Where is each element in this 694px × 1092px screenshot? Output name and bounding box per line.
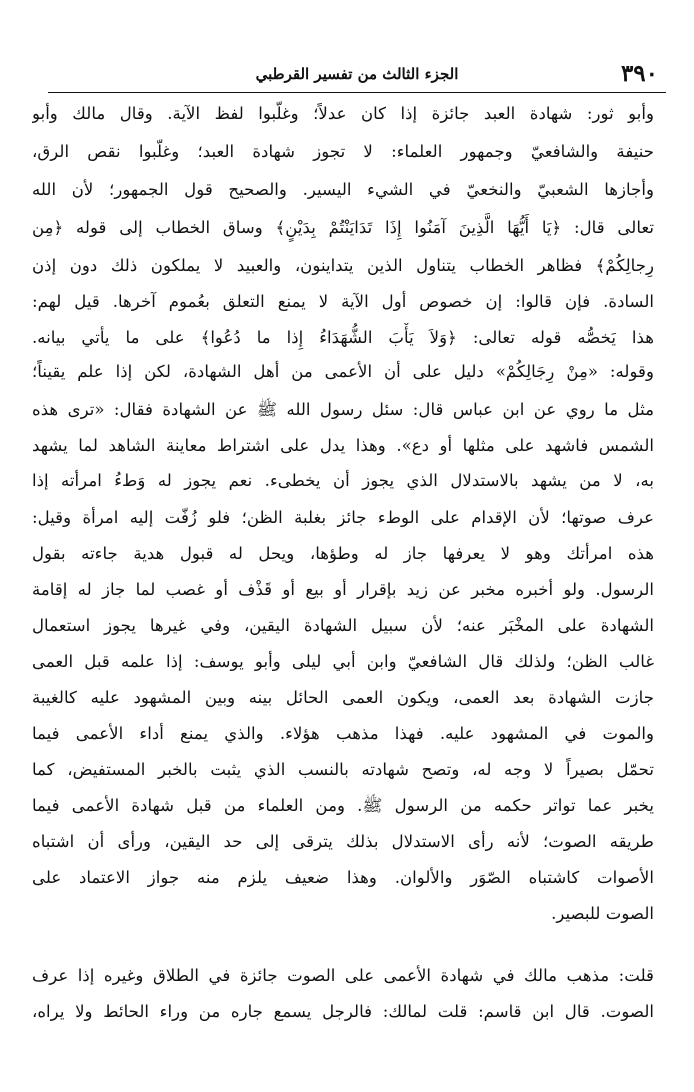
text-line: وقوله: «مِنْ رِجَالِكُمْ» دليل على أن الأعمى من أهل الشهادة، لكن إذا علم يقيناً؛ (32, 362, 654, 381)
text-line: هذا يَخصُّه قوله تعالى: ﴿وَلاَ يَأْبَ الشُّهَدَاءُ إِذا ما دُعُوا﴾ على ما يأتي بيانه. (32, 328, 654, 347)
text-line: تعالى قال: ﴿يَا أَيُّهَا الَّذِينَ آمَنُوا إِذَا تَدَايَنْتُمْ بِدَيْنٍ﴾ وساق الخطاب إلى قوله ﴿مِن (32, 218, 654, 237)
text-line: وأجازها الشعبيّ والنخعيّ في الشيء اليسير. والصحيح قول الجمهور؛ لأن الله (32, 180, 654, 199)
text-line: هذه امرأتك وهو لا يعرفها جاز له وطؤها، ويحل له قبول هدية جاءته بقول (32, 544, 654, 563)
text-line: حنيفة والشافعيّ وجمهور العلماء: لا تجوز شهادة العبد؛ وغلّبوا نقص الرق، (32, 142, 654, 161)
text-line: الشهادة على المخْبَر عنه؛ لأن سبيل الشهادة اليقين، وفي غيرها يجوز استعمال (32, 616, 654, 635)
page-number: ٣٩٠ (620, 60, 658, 87)
text-line: يخبر عما تواتر حكمه من الرسول ﷺ. ومن العلماء من قبل شهادة الأعمى فيما (32, 796, 654, 815)
text-line: تحمّل بصيراً لا وجه له، وتصح شهادته بالنسب الذي يثبت بالخبر المستفيض، كما (32, 760, 654, 779)
text-line: الرسول. ولو أخبره مخبر عن زيد بإقرار أو بيع أو قَذْف أو غصب لما جاز له إقامة (32, 580, 654, 599)
text-line: السادة. فإن قالوا: إن خصوص أول الآية لا يمنع التعلق بعُموم آخرها. قيل لهم: (32, 292, 654, 311)
text-line: الشمس فاشهد على مثلها أو دع». وهذا يدل على اشتراط معاينة الشاهد لما يشهد (32, 436, 654, 455)
text-line: وأبو ثور: شهادة العبد جائزة إذا كان عدلاً؛ وغلّبوا لفظ الآية. وقال مالك وأبو (32, 104, 654, 123)
page-header (48, 58, 666, 93)
note-line: الصوت. قال ابن قاسم: قلت لمالك: فالرجل يسمع جاره من وراء الحائط ولا يراه، (32, 1002, 654, 1021)
text-line: رِجالِكُمْ﴾ فظاهر الخطاب يتناول الذين يتداينون، والعبيد لا يملكون ذلك دون إذن (32, 256, 654, 275)
text-line: الأصوات كاشتباه الصّوَر والألوان. وهذا ضعيف يلزم منه جواز الاعتماد على (32, 868, 654, 887)
text-line: مثل ما روي عن ابن عباس قال: سئل رسول الله ﷺ عن الشهادة فقال: «ترى هذه (32, 400, 654, 419)
note-line: قلت: مذهب مالك في شهادة الأعمى على الصوت جائزة في الطلاق وغيره إذا عرف (32, 966, 654, 985)
text-line: والموت في المشهود عليه. فهذا مذهب هؤلاء. والذي يمنع أداء الأعمى فيما (32, 724, 654, 743)
text-line: به، لا من يشهد بالاستدلال الذي يجوز أن يخطىء. نعم يجوز له وَطءُ امرأته إذا (32, 471, 654, 490)
running-title: الجزء الثالث من تفسير القرطبي (255, 65, 459, 83)
text-line: جازت الشهادة بعد العمى، ويكون العمى الحائل بينه وبين المشهود عليه كالغيبة (32, 688, 654, 707)
text-line: الصوت للبصير. (551, 904, 654, 923)
text-line: غالب الظن؛ ولذلك قال الشافعيّ وابن أبي ليلى وأبو يوسف: إذا علمه قبل العمى (32, 652, 654, 671)
text-line: عرف صوتها؛ لأن الإقدام على الوطء جائز بغلبة الظن؛ فلو زُفّت إليه امرأة وقيل: (32, 508, 654, 527)
text-line: طريقه الصوت؛ لأنه رأى الاستدلال بذلك يترقى إلى حد اليقين، ورأى أن اشتباه (32, 832, 654, 851)
